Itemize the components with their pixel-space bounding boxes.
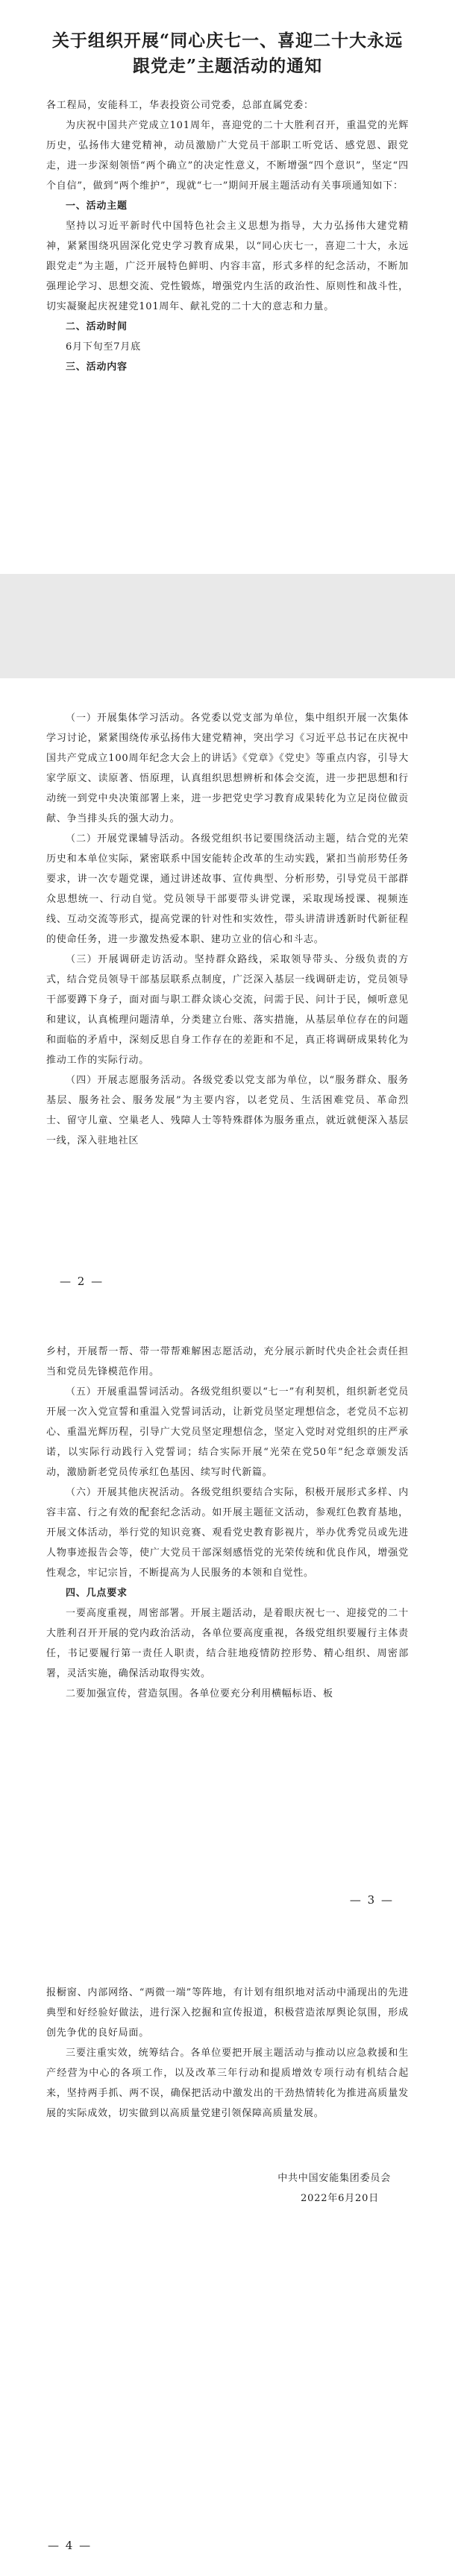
requirement-2-continued: 报橱窗、内部网络、“两微一端”等阵地，有计划有组织地对活动中涌现出的先进典型和好经验好做法，进行深入挖掘和宣传报道，积极营造浓厚舆论氛围，形成创先争优的良好局面。 <box>46 1987 409 2039</box>
requirement-2: 二要加强宣传，营造氛围。各单位要充分利用横幅标语、板 <box>66 1688 333 1699</box>
intro-paragraph: 为庆祝中国共产党成立101周年，喜迎党的二十大胜利召开，重温党的光辉历史，弘扬伟大建党精神，动员激励广大党员干部职工听党话、感党恩、跟党走，进一步深刻领悟“两个确立”的决定性意义，不断增强“四个意识”，坚定“四个自信”，做到“两个维护”，现就“七一”期间开展主题活动有关事项通知如下： <box>46 120 409 192</box>
content-item-4-continued: 乡村，开展帮一帮、带一带帮难解困志愿活动，充分展示新时代央企社会责任担当和党员先锋模范作用。 <box>46 1346 409 1377</box>
page-number: — 2 — <box>60 1275 104 1288</box>
document-title: 关于组织开展“同心庆七一、喜迎二十大永远跟党走”主题活动的通知 <box>51 31 404 76</box>
content-item-4: （四）开展志愿服务活动。各级党委以党支部为单位，以“服务群众、服务基层、服务社会、服务发展”为主要内容，以老党员、生活困难党员、革命烈士、留守儿童、空巢老人、残障人士等特殊群体为服务重点，就近就便深入基层一线，深入驻地社区 <box>46 1075 409 1146</box>
section-heading-1: 一、活动主题 <box>66 201 128 212</box>
section-1-text: 坚持以习近平新时代中国特色社会主义思想为指导，大力弘扬伟大建党精神，紧紧围绕巩固深化党史学习教育成果，以“同心庆七一，喜迎二十大，永远跟党走”为主题，广泛开展特色鲜明、内容丰富，形式多样的纪念活动，不断加强理论学习、思想交流、党性锻炼，增强党内生活的政治性、原则性和战斗性，切实凝聚起庆祝建党101周年、献礼党的二十大的意志和力量。 <box>46 221 409 312</box>
content-item-3: （三）开展调研走访活动。坚持群众路线，采取领导带头、分级负责的方式，结合党员领导干部基层联系点制度，广泛深入基层一线调研走访，党员领导干部要蹲下身子，面对面与职工群众谈心交流，问需于民、问计于民，倾听意见和建议，认真梳理问题清单，分类建立台账、落实措施，从基层单位存在的问题和面临的矛盾中，深刻反思自身工作存在的差距和不足，真正将调研成果转化为推动工作的实际行动。 <box>46 954 409 1066</box>
section-heading-2: 二、活动时间 <box>66 321 128 332</box>
content-item-5: （五）开展重温誓词活动。各级党组织要以“七一”有利契机，组织新老党员开展一次入党宣誓和重温入党誓词活动，让新党员坚定理想信念，老党员不忘初心、重温光辉历程，引导广大党员坚定理想信念，坚定入党时对党组织的庄严承诺，以实际行动践行入党誓词；结合实际开展“光荣在党50年”纪念章颁发活动，激励新老党员传承红色基因、续写时代新篇。 <box>46 1386 409 1478</box>
page-1 <box>0 0 455 574</box>
requirement-3: 三要注重实效，统筹结合。各单位要把开展主题活动与推动以应急救援和生产经营为中心的各项工作，以及改革三年行动和提质增效专项行动有机结合起来，坚持两手抓、两不误，确保把活动中激发出的干劲热情转化为推进高质量发展的实际成效，切实做到以高质量党建引领保障高质量发展。 <box>46 2048 409 2119</box>
section-heading-4: 四、几点要求 <box>66 1588 128 1599</box>
content-item-2: （二）开展党课辅导活动。各级党组织书记要围绕活动主题，结合党的光荣历史和本单位实际，紧密联系中国安能转企改革的生动实践，紧扣当前形势任务要求，讲一次专题党课，通过讲述故事、宣传典型、分析形势，引导党员干部群众思想统一、行动自觉。党员领导干部要带头讲党课，采取现场授课、视频连线、互动交流等形式，提高党课的针对性和实效性，带头讲清讲透新时代新征程的使命任务，进一步激发热爱本职、建功立业的信心和斗志。 <box>46 833 409 945</box>
page-2 <box>0 678 455 1319</box>
requirement-1: 一要高度重视，周密部署。开展主题活动，是着眼庆祝七一、迎接党的二十大胜利召开开展的党内政治活动，各单位要高度重视，各级党组织要履行主体责任，书记要履行第一责任人职责，结合驻地疫情防控形势、精心组织、周密部署，灵活实施，确保活动取得实效。 <box>46 1608 409 1679</box>
section-heading-3: 三、活动内容 <box>66 362 128 373</box>
page-number: — 3 — <box>349 1893 394 1907</box>
section-2-text: 6月下旬至7月底 <box>66 341 141 353</box>
signature-organization: 中共中国安能集团委员会 <box>277 2173 391 2184</box>
signature-date: 2022年6月20日 <box>301 2193 379 2204</box>
spacer <box>46 2124 409 2168</box>
page-gap <box>0 574 455 678</box>
page-4 <box>0 1960 455 2576</box>
page-3 <box>0 1319 455 1960</box>
content-item-6: （六）开展其他庆祝活动。各级党组织要结合实际，积极开展形式多样、内容丰富、行之有效的配套纪念活动。如开展主题征文活动，参观红色教育基地，开展文体活动，举行党的知识竞赛、观看党史教育影视片，举办优秀党员或先进人物事迹报告会等，使广大党员干部深刻感悟党的光荣传统和优良作风，增强党性观念，牢记宗旨，不断提高为人民服务的本领和自觉性。 <box>46 1487 409 1579</box>
content-item-1: （一）开展集体学习活动。各党委以党支部为单位，集中组织开展一次集体学习讨论，紧紧围绕传承弘扬伟大建党精神，突出学习《习近平总书记在庆祝中国共产党成立100周年纪念大会上的讲话》《党章》《党史》等重点内容，引导大家学原文、读原著、悟原理，认真组织思想辨析和体会交流，进一步把思想和行动统一到党中央决策部署上来，进一步把党史学习教育成果转化为立足岗位做贡献、争当排头兵的强大动力。 <box>46 713 409 824</box>
page-number: — 4 — <box>48 2539 92 2552</box>
salutation: 各工程局，安能科工，华表投资公司党委，总部直属党委： <box>46 100 314 111</box>
